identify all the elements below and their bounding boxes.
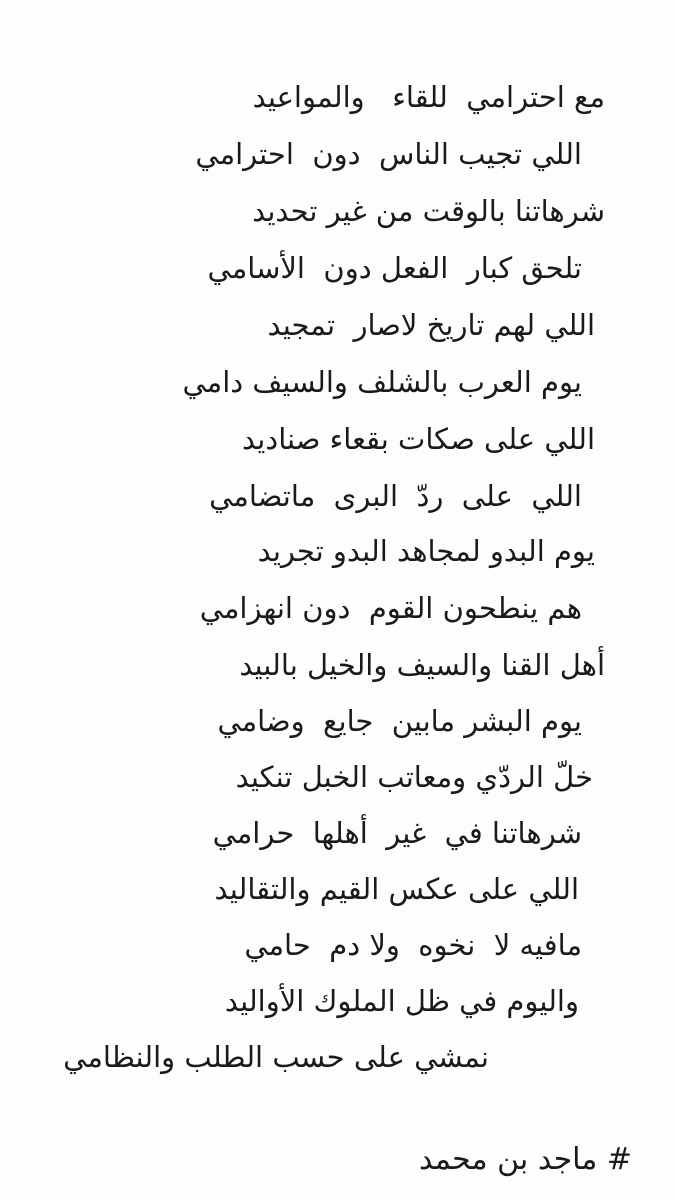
poem-line: أهل القنا والسيف والخيل بالبيد <box>239 648 605 682</box>
poem-line: اللي على صكات بقعاء صناديد <box>241 422 595 456</box>
poem-line: واليوم في ظل الملوك الأواليد <box>224 984 579 1018</box>
poem-line: هم ينطحون القوم دون انهزامي <box>199 591 582 625</box>
poem-line: خلّ الردّي ومعاتب الخبل تنكيد <box>235 760 593 794</box>
poem-line: يوم العرب بالشلف والسيف دامي <box>182 365 582 399</box>
poem-line: مافيه لا نخوه ولا دم حامي <box>244 928 582 962</box>
poem-line: اللي على عكس القيم والتقاليد <box>214 872 579 906</box>
poem-line: يوم البشر مابين جايع وضامي <box>217 704 582 738</box>
poem-line: اللي تجيب الناس دون احترامي <box>195 137 582 171</box>
poem-line: تلحق كبار الفعل دون الأسامي <box>207 251 582 285</box>
poem-line: مع احترامي للقاء والمواعيد <box>252 80 605 114</box>
signature-hashtag: # ماجد بن محمد <box>419 1142 632 1177</box>
poem-line: يوم البدو لمجاهد البدو تجريد <box>257 534 595 568</box>
poem-line: شرهاتنا في غير أهلها حرامي <box>212 816 582 850</box>
poem-line: اللي لهم تاريخ لاصار تمجيد <box>267 308 595 342</box>
poem-line: شرهاتنا بالوقت من غير تحديد <box>252 194 605 228</box>
poem-line: نمشي على حسب الطلب والنظامي <box>63 1040 489 1074</box>
poem-line: اللي على ردّ البرى ماتضامي <box>209 479 582 513</box>
